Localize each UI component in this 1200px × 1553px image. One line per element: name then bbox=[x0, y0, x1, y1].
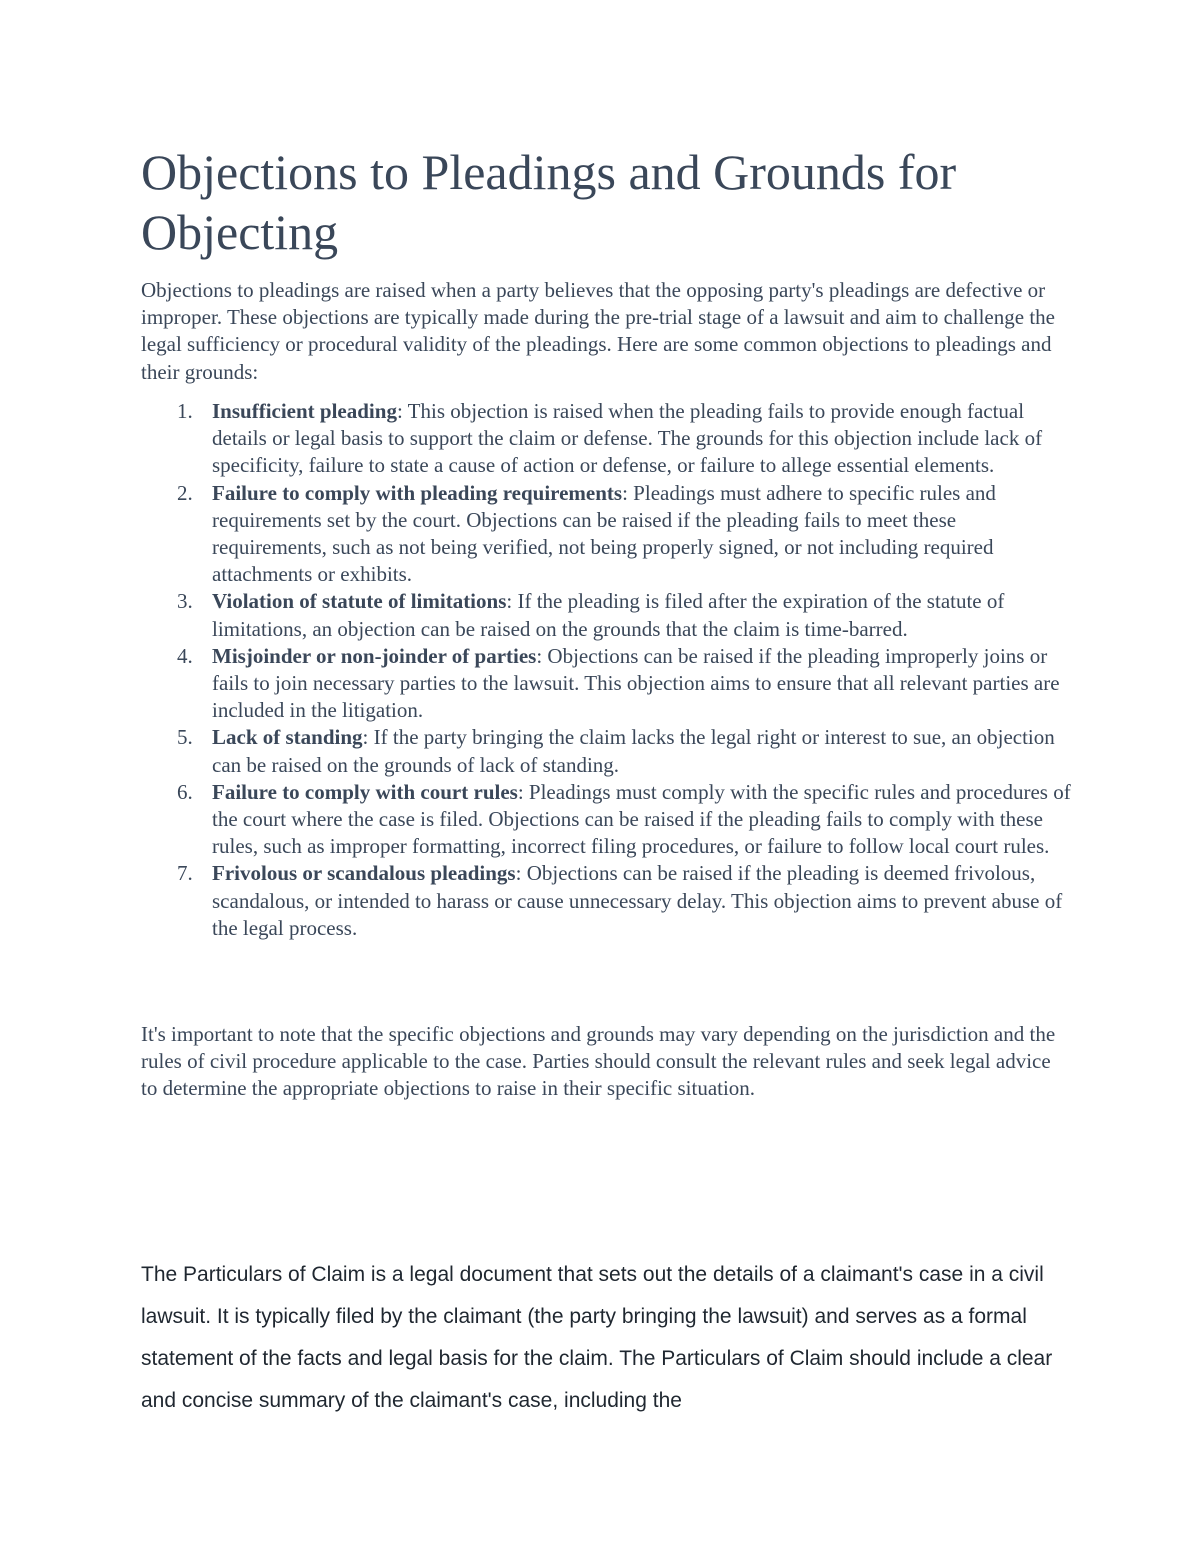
list-item bbox=[141, 779, 1071, 861]
intro-paragraph: Objections to pleadings are raised when a party believes that the opposing party's pleadings are defective or improper. These objections are typically made during the pre-trial stage of a lawsuit and aim to challenge the legal sufficiency or procedural validity of the pleadings. Here are some common objections to pleadings and their grounds: bbox=[141, 278, 1055, 384]
list-item-text: : If the pleading is filed after the expiration of the statute of limitations, an objection can be raised on the grounds that the claim is time-barred. bbox=[212, 589, 1005, 641]
list-item-term: Failure to comply with court rules bbox=[212, 779, 518, 804]
list-item-text: : Objections can be raised if the pleading is deemed frivolous, scandalous, or intended to harass or cause unnecessary delay. This objection aims to prevent abuse of the legal process. bbox=[212, 861, 1063, 940]
particulars-paragraph: The Particulars of Claim is a legal document that sets out the details of a claimant's case in a civil lawsuit. It is typically filed by the claimant (the party bringing the lawsuit) and serves as a formal statement of the facts and legal basis for the claim. The Particulars of Claim should include a clear and concise summary of the claimant's case, including the bbox=[141, 1263, 1053, 1412]
list-item bbox=[141, 860, 1071, 942]
list-item bbox=[141, 724, 1071, 778]
list-item-number: 4. bbox=[177, 643, 193, 668]
list-item-term: Violation of statute of limitations bbox=[212, 589, 507, 614]
list-item-number: 2. bbox=[177, 480, 193, 505]
list-item-number: 3. bbox=[177, 589, 193, 614]
page-title: Objections to Pleadings and Grounds for Objecting bbox=[141, 144, 957, 260]
list-item-term: Misjoinder or non-joinder of parties bbox=[212, 643, 537, 668]
list-item-text: : Objections can be raised if the pleading improperly joins or fails to join necessary parties to the lawsuit. This objection aims to ensure that all relevant parties are included in the litigation. bbox=[212, 643, 1060, 723]
list-item-number: 7. bbox=[177, 861, 193, 886]
list-item-text: : This objection is raised when the pleading fails to provide enough factual details or legal basis to support the claim or defense. The grounds for this objection include lack of specificity, failure to state a cause of action or defense, or failure to allege essential elements. bbox=[212, 399, 1043, 478]
list-item bbox=[141, 398, 1071, 480]
list-item-text: : Pleadings must adhere to specific rules and requirements set by the court. Objections can be raised if the pleading fails to meet these requirements, such as not being verified, not being properly signed, or not including required attachments or exhibits. bbox=[212, 480, 996, 587]
list-item-text: : Pleadings must comply with the specific rules and procedures of the court where the case is filed. Objections can be raised if the pleading fails to comply with these rules, such as improper formatting, incorrect filing procedures, or failure to follow local court rules. bbox=[212, 779, 1071, 859]
list-item-number: 6. bbox=[177, 779, 193, 804]
list-item-number: 5. bbox=[177, 725, 193, 750]
list-item-term: Frivolous or scandalous pleadings bbox=[212, 861, 516, 886]
list-item bbox=[141, 643, 1071, 725]
list-item-text: : If the party bringing the claim lacks the legal right or interest to sue, an objection can be raised on the grounds of lack of standing. bbox=[212, 725, 1055, 777]
list-item-term: Insufficient pleading bbox=[212, 399, 397, 423]
list-item-number: 1. bbox=[177, 399, 193, 423]
closing-paragraph: It's important to note that the specific objections and grounds may vary depending on the jurisdiction and the rules of civil procedure applicable to the case. Parties should consult the relevant rules and seek legal advice to determine the appropriate objections to raise in their specific situation. bbox=[141, 1022, 1056, 1101]
list-item bbox=[141, 588, 1071, 642]
objections-list bbox=[141, 398, 1071, 942]
list-item-term: Lack of standing bbox=[212, 725, 363, 750]
list-item bbox=[141, 480, 1071, 589]
list-item-term: Failure to comply with pleading requirements bbox=[212, 480, 623, 505]
